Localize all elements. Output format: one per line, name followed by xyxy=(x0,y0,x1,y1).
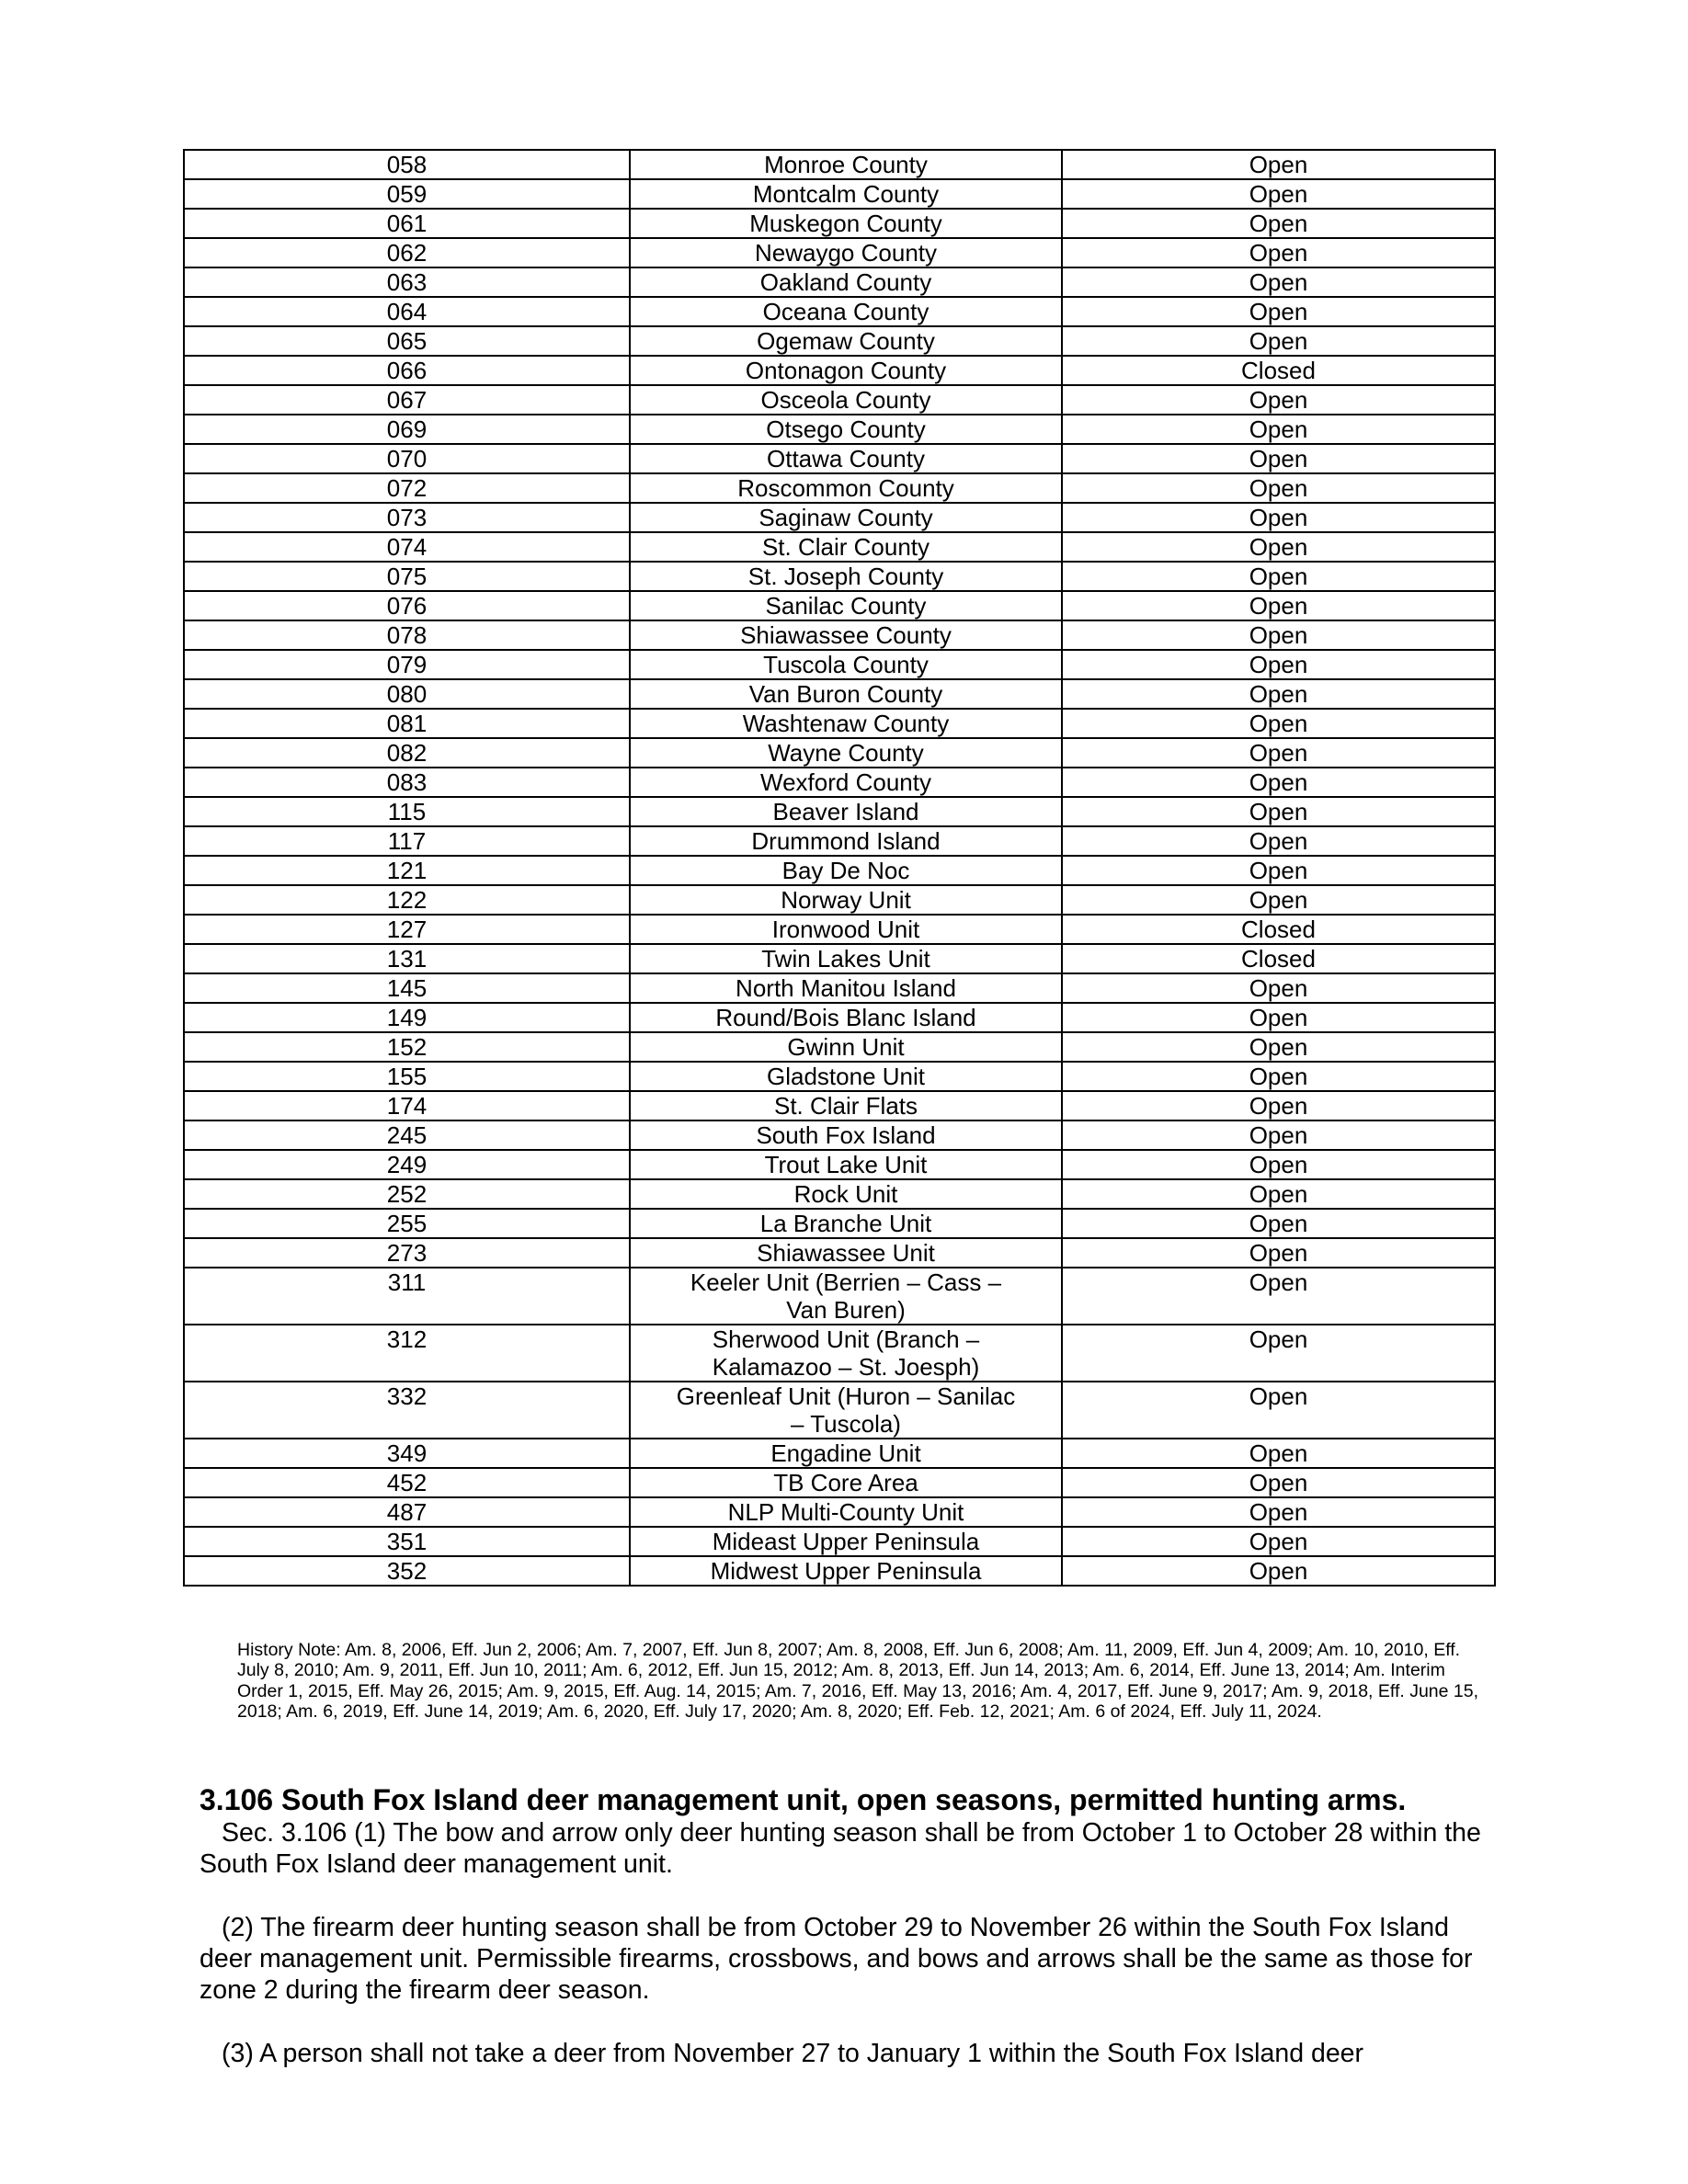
season-status-cell: Open xyxy=(1062,1497,1495,1527)
unit-code-cell: 062 xyxy=(184,238,630,267)
unit-name-cell: TB Core Area xyxy=(630,1468,1062,1497)
unit-name-cell: Van Buron County xyxy=(630,679,1062,709)
season-status-cell: Open xyxy=(1062,797,1495,826)
table-row xyxy=(184,826,1495,856)
table-row xyxy=(184,532,1495,562)
history-note: History Note: Am. 8, 2006, Eff. Jun 2, 2006; Am. 7, 2007, Eff. Jun 8, 2007; Am. 8, 2008, Eff. Jun 6, 2008; Am. 11, 2009, Eff. Jun 4, 2009; Am. 10, 2010, Eff. July 8, 2010; Am. 9, 2011, Eff. Jun 10, 2011; Am. 6, 2012, Eff. Jun 15, 2012; Am. 8, 2013, Eff. Jun 14, 2013; Am. 6, 2014, Eff. June 13, 2014; Am. Interim Order 1, 2015, Eff. May 26, 2015; Am. 9, 2015, Eff. Aug. 14, 2015; Am. 7, 2016, Eff. May 13, 2016; Am. 4, 2017, Eff. June 9, 2017; Am. 9, 2018, Eff. June 15, 2018; Am. 6, 2019, Eff. June 14, 2019; Am. 6, 2020, Eff. July 17, 2020; Am. 8, 2020; Eff. Feb. 12, 2021; Am. 6 of 2024, Eff. July 11, 2024. xyxy=(237,1640,1479,1723)
unit-name-cell: Bay De Noc xyxy=(630,856,1062,885)
unit-code-cell: 067 xyxy=(184,385,630,415)
season-status-cell: Open xyxy=(1062,238,1495,267)
table-row xyxy=(184,297,1495,326)
unit-code-cell: 351 xyxy=(184,1527,630,1556)
section-paragraph-1: Sec. 3.106 (1) The bow and arrow only deer hunting season shall be from October 1 to October 28 within the South Fox Island deer management unit. xyxy=(200,1818,1481,1879)
table-row xyxy=(184,1150,1495,1179)
season-status-cell: Closed xyxy=(1062,915,1495,944)
unit-name-cell: Oceana County xyxy=(630,297,1062,326)
season-status-cell: Open xyxy=(1062,1003,1495,1032)
unit-code-cell: 058 xyxy=(184,150,630,179)
unit-code-cell: 115 xyxy=(184,797,630,826)
table-row xyxy=(184,973,1495,1003)
unit-code-cell: 452 xyxy=(184,1468,630,1497)
table-row xyxy=(184,1120,1495,1150)
unit-code-cell: 127 xyxy=(184,915,630,944)
unit-name-cell: Norway Unit xyxy=(630,885,1062,915)
season-status-cell: Open xyxy=(1062,1238,1495,1268)
unit-code-cell: 081 xyxy=(184,709,630,738)
season-status-cell: Open xyxy=(1062,1556,1495,1586)
season-status-cell: Open xyxy=(1062,473,1495,503)
table-row xyxy=(184,179,1495,209)
unit-name-cell: Wexford County xyxy=(630,768,1062,797)
unit-name-cell: Gwinn Unit xyxy=(630,1032,1062,1062)
table-row xyxy=(184,1382,1495,1439)
unit-name-cell: Montcalm County xyxy=(630,179,1062,209)
unit-code-cell: 352 xyxy=(184,1556,630,1586)
table-row xyxy=(184,326,1495,356)
season-status-cell: Open xyxy=(1062,1527,1495,1556)
table-row xyxy=(184,209,1495,238)
unit-name-cell: Engadine Unit xyxy=(630,1439,1062,1468)
unit-name-cell: Wayne County xyxy=(630,738,1062,768)
unit-name-cell: Twin Lakes Unit xyxy=(630,944,1062,973)
season-status-cell: Open xyxy=(1062,415,1495,444)
table-row xyxy=(184,1003,1495,1032)
table-body xyxy=(184,150,1495,1586)
unit-code-cell: 070 xyxy=(184,444,630,473)
unit-code-cell: 121 xyxy=(184,856,630,885)
unit-code-cell: 122 xyxy=(184,885,630,915)
table-row xyxy=(184,738,1495,768)
season-status-cell: Open xyxy=(1062,591,1495,620)
unit-name-cell: Ontonagon County xyxy=(630,356,1062,385)
unit-name-cell: Keeler Unit (Berrien – Cass – Van Buren) xyxy=(630,1268,1062,1325)
unit-name-cell: Drummond Island xyxy=(630,826,1062,856)
unit-code-cell: 059 xyxy=(184,179,630,209)
unit-code-cell: 080 xyxy=(184,679,630,709)
season-status-cell: Open xyxy=(1062,709,1495,738)
table-row xyxy=(184,1091,1495,1120)
unit-code-cell: 069 xyxy=(184,415,630,444)
season-status-cell: Open xyxy=(1062,267,1495,297)
unit-code-cell: 145 xyxy=(184,973,630,1003)
table-row xyxy=(184,1179,1495,1209)
unit-name-cell: Washtenaw County xyxy=(630,709,1062,738)
unit-name-cell: La Branche Unit xyxy=(630,1209,1062,1238)
unit-code-cell: 255 xyxy=(184,1209,630,1238)
unit-name-cell: Trout Lake Unit xyxy=(630,1150,1062,1179)
table-row xyxy=(184,1238,1495,1268)
table-row xyxy=(184,944,1495,973)
season-status-cell: Open xyxy=(1062,650,1495,679)
unit-name-cell: Saginaw County xyxy=(630,503,1062,532)
table-row xyxy=(184,444,1495,473)
table-row xyxy=(184,1497,1495,1527)
section-heading: 3.106 South Fox Island deer management unit, open seasons, permitted hunting arms. xyxy=(200,1783,1407,1816)
season-status-cell: Open xyxy=(1062,679,1495,709)
unit-code-cell: 487 xyxy=(184,1497,630,1527)
season-status-cell: Open xyxy=(1062,1179,1495,1209)
unit-code-cell: 117 xyxy=(184,826,630,856)
table-row xyxy=(184,768,1495,797)
unit-name-cell: Gladstone Unit xyxy=(630,1062,1062,1091)
table-row xyxy=(184,238,1495,267)
table-row xyxy=(184,591,1495,620)
unit-name-cell: NLP Multi-County Unit xyxy=(630,1497,1062,1527)
unit-code-cell: 245 xyxy=(184,1120,630,1150)
table-row xyxy=(184,856,1495,885)
unit-name-cell: Muskegon County xyxy=(630,209,1062,238)
unit-name-cell: Monroe County xyxy=(630,150,1062,179)
unit-code-cell: 079 xyxy=(184,650,630,679)
season-status-cell: Open xyxy=(1062,1150,1495,1179)
unit-name-cell: Sanilac County xyxy=(630,591,1062,620)
unit-name-cell: Midwest Upper Peninsula xyxy=(630,1556,1062,1586)
table-row xyxy=(184,267,1495,297)
unit-code-cell: 252 xyxy=(184,1179,630,1209)
unit-code-cell: 065 xyxy=(184,326,630,356)
season-status-cell: Open xyxy=(1062,1382,1495,1439)
season-status-cell: Open xyxy=(1062,620,1495,650)
season-status-cell: Open xyxy=(1062,503,1495,532)
table-row xyxy=(184,915,1495,944)
table-row xyxy=(184,1527,1495,1556)
unit-name-cell: Ottawa County xyxy=(630,444,1062,473)
season-status-cell: Closed xyxy=(1062,356,1495,385)
season-status-cell: Open xyxy=(1062,150,1495,179)
table-row xyxy=(184,1556,1495,1586)
table-row xyxy=(184,356,1495,385)
table-row xyxy=(184,1325,1495,1382)
unit-name-cell: Rock Unit xyxy=(630,1179,1062,1209)
unit-name-cell: North Manitou Island xyxy=(630,973,1062,1003)
season-status-cell: Open xyxy=(1062,768,1495,797)
table-row xyxy=(184,1062,1495,1091)
unit-code-cell: 082 xyxy=(184,738,630,768)
table-row xyxy=(184,620,1495,650)
unit-code-cell: 066 xyxy=(184,356,630,385)
table-row xyxy=(184,562,1495,591)
unit-code-cell: 078 xyxy=(184,620,630,650)
season-status-cell: Open xyxy=(1062,973,1495,1003)
table-row xyxy=(184,650,1495,679)
unit-code-cell: 155 xyxy=(184,1062,630,1091)
season-status-cell: Open xyxy=(1062,1325,1495,1382)
section-3-106 xyxy=(200,1782,1487,2101)
season-status-cell: Open xyxy=(1062,297,1495,326)
unit-name-cell: Mideast Upper Peninsula xyxy=(630,1527,1062,1556)
season-status-cell: Open xyxy=(1062,532,1495,562)
table-row xyxy=(184,415,1495,444)
unit-name-cell: Ogemaw County xyxy=(630,326,1062,356)
unit-code-cell: 072 xyxy=(184,473,630,503)
unit-code-cell: 332 xyxy=(184,1382,630,1439)
unit-name-cell: Beaver Island xyxy=(630,797,1062,826)
unit-name-cell: Sherwood Unit (Branch – Kalamazoo – St. Joesph) xyxy=(630,1325,1062,1382)
unit-code-cell: 063 xyxy=(184,267,630,297)
table-row xyxy=(184,885,1495,915)
unit-code-cell: 075 xyxy=(184,562,630,591)
table-row xyxy=(184,503,1495,532)
unit-name-cell: Otsego County xyxy=(630,415,1062,444)
season-status-cell: Open xyxy=(1062,1468,1495,1497)
table-row xyxy=(184,385,1495,415)
season-status-cell: Open xyxy=(1062,385,1495,415)
unit-name-cell: South Fox Island xyxy=(630,1120,1062,1150)
season-status-cell: Open xyxy=(1062,1439,1495,1468)
unit-code-cell: 249 xyxy=(184,1150,630,1179)
unit-name-cell: Ironwood Unit xyxy=(630,915,1062,944)
table-row xyxy=(184,679,1495,709)
table-row xyxy=(184,1439,1495,1468)
season-status-cell: Open xyxy=(1062,562,1495,591)
season-status-cell: Open xyxy=(1062,1209,1495,1238)
season-status-cell: Open xyxy=(1062,1091,1495,1120)
deer-management-unit-table xyxy=(183,149,1496,1587)
unit-code-cell: 152 xyxy=(184,1032,630,1062)
season-status-cell: Open xyxy=(1062,1062,1495,1091)
table-row xyxy=(184,150,1495,179)
unit-code-cell: 349 xyxy=(184,1439,630,1468)
table-row xyxy=(184,797,1495,826)
unit-name-cell: Oakland County xyxy=(630,267,1062,297)
unit-name-cell: St. Joseph County xyxy=(630,562,1062,591)
unit-name-cell: Shiawassee County xyxy=(630,620,1062,650)
table-row xyxy=(184,1032,1495,1062)
unit-name-cell: Newaygo County xyxy=(630,238,1062,267)
season-status-cell: Open xyxy=(1062,1032,1495,1062)
season-status-cell: Open xyxy=(1062,738,1495,768)
table-row xyxy=(184,1268,1495,1325)
unit-code-cell: 311 xyxy=(184,1268,630,1325)
unit-name-cell: Round/Bois Blanc Island xyxy=(630,1003,1062,1032)
unit-code-cell: 076 xyxy=(184,591,630,620)
unit-code-cell: 064 xyxy=(184,297,630,326)
season-status-cell: Open xyxy=(1062,1120,1495,1150)
unit-code-cell: 131 xyxy=(184,944,630,973)
season-status-cell: Open xyxy=(1062,885,1495,915)
unit-code-cell: 312 xyxy=(184,1325,630,1382)
unit-code-cell: 074 xyxy=(184,532,630,562)
season-status-cell: Open xyxy=(1062,209,1495,238)
unit-code-cell: 073 xyxy=(184,503,630,532)
table-row xyxy=(184,1209,1495,1238)
unit-code-cell: 083 xyxy=(184,768,630,797)
unit-name-cell: Tuscola County xyxy=(630,650,1062,679)
season-status-cell: Open xyxy=(1062,856,1495,885)
unit-code-cell: 174 xyxy=(184,1091,630,1120)
section-paragraph-3: (3) A person shall not take a deer from November 27 to January 1 within the South Fox Island deer xyxy=(222,2039,1364,2068)
season-status-cell: Open xyxy=(1062,179,1495,209)
unit-name-cell: Shiawassee Unit xyxy=(630,1238,1062,1268)
season-status-cell: Open xyxy=(1062,326,1495,356)
unit-name-cell: Greenleaf Unit (Huron – Sanilac – Tuscola) xyxy=(630,1382,1062,1439)
unit-code-cell: 273 xyxy=(184,1238,630,1268)
unit-code-cell: 061 xyxy=(184,209,630,238)
unit-name-cell: Roscommon County xyxy=(630,473,1062,503)
table-row xyxy=(184,1468,1495,1497)
unit-name-cell: St. Clair Flats xyxy=(630,1091,1062,1120)
unit-code-cell: 149 xyxy=(184,1003,630,1032)
table-row xyxy=(184,709,1495,738)
unit-name-cell: Osceola County xyxy=(630,385,1062,415)
table-row xyxy=(184,473,1495,503)
unit-name-cell: St. Clair County xyxy=(630,532,1062,562)
season-status-cell: Open xyxy=(1062,826,1495,856)
season-status-cell: Open xyxy=(1062,444,1495,473)
section-paragraph-2: (2) The firearm deer hunting season shall be from October 29 to November 26 within the South Fox Island deer management unit. Permissible firearms, crossbows, and bows and arrows shall be the same as those for zone 2 during the firearm deer season. xyxy=(200,1913,1473,2005)
season-status-cell: Closed xyxy=(1062,944,1495,973)
season-status-cell: Open xyxy=(1062,1268,1495,1325)
